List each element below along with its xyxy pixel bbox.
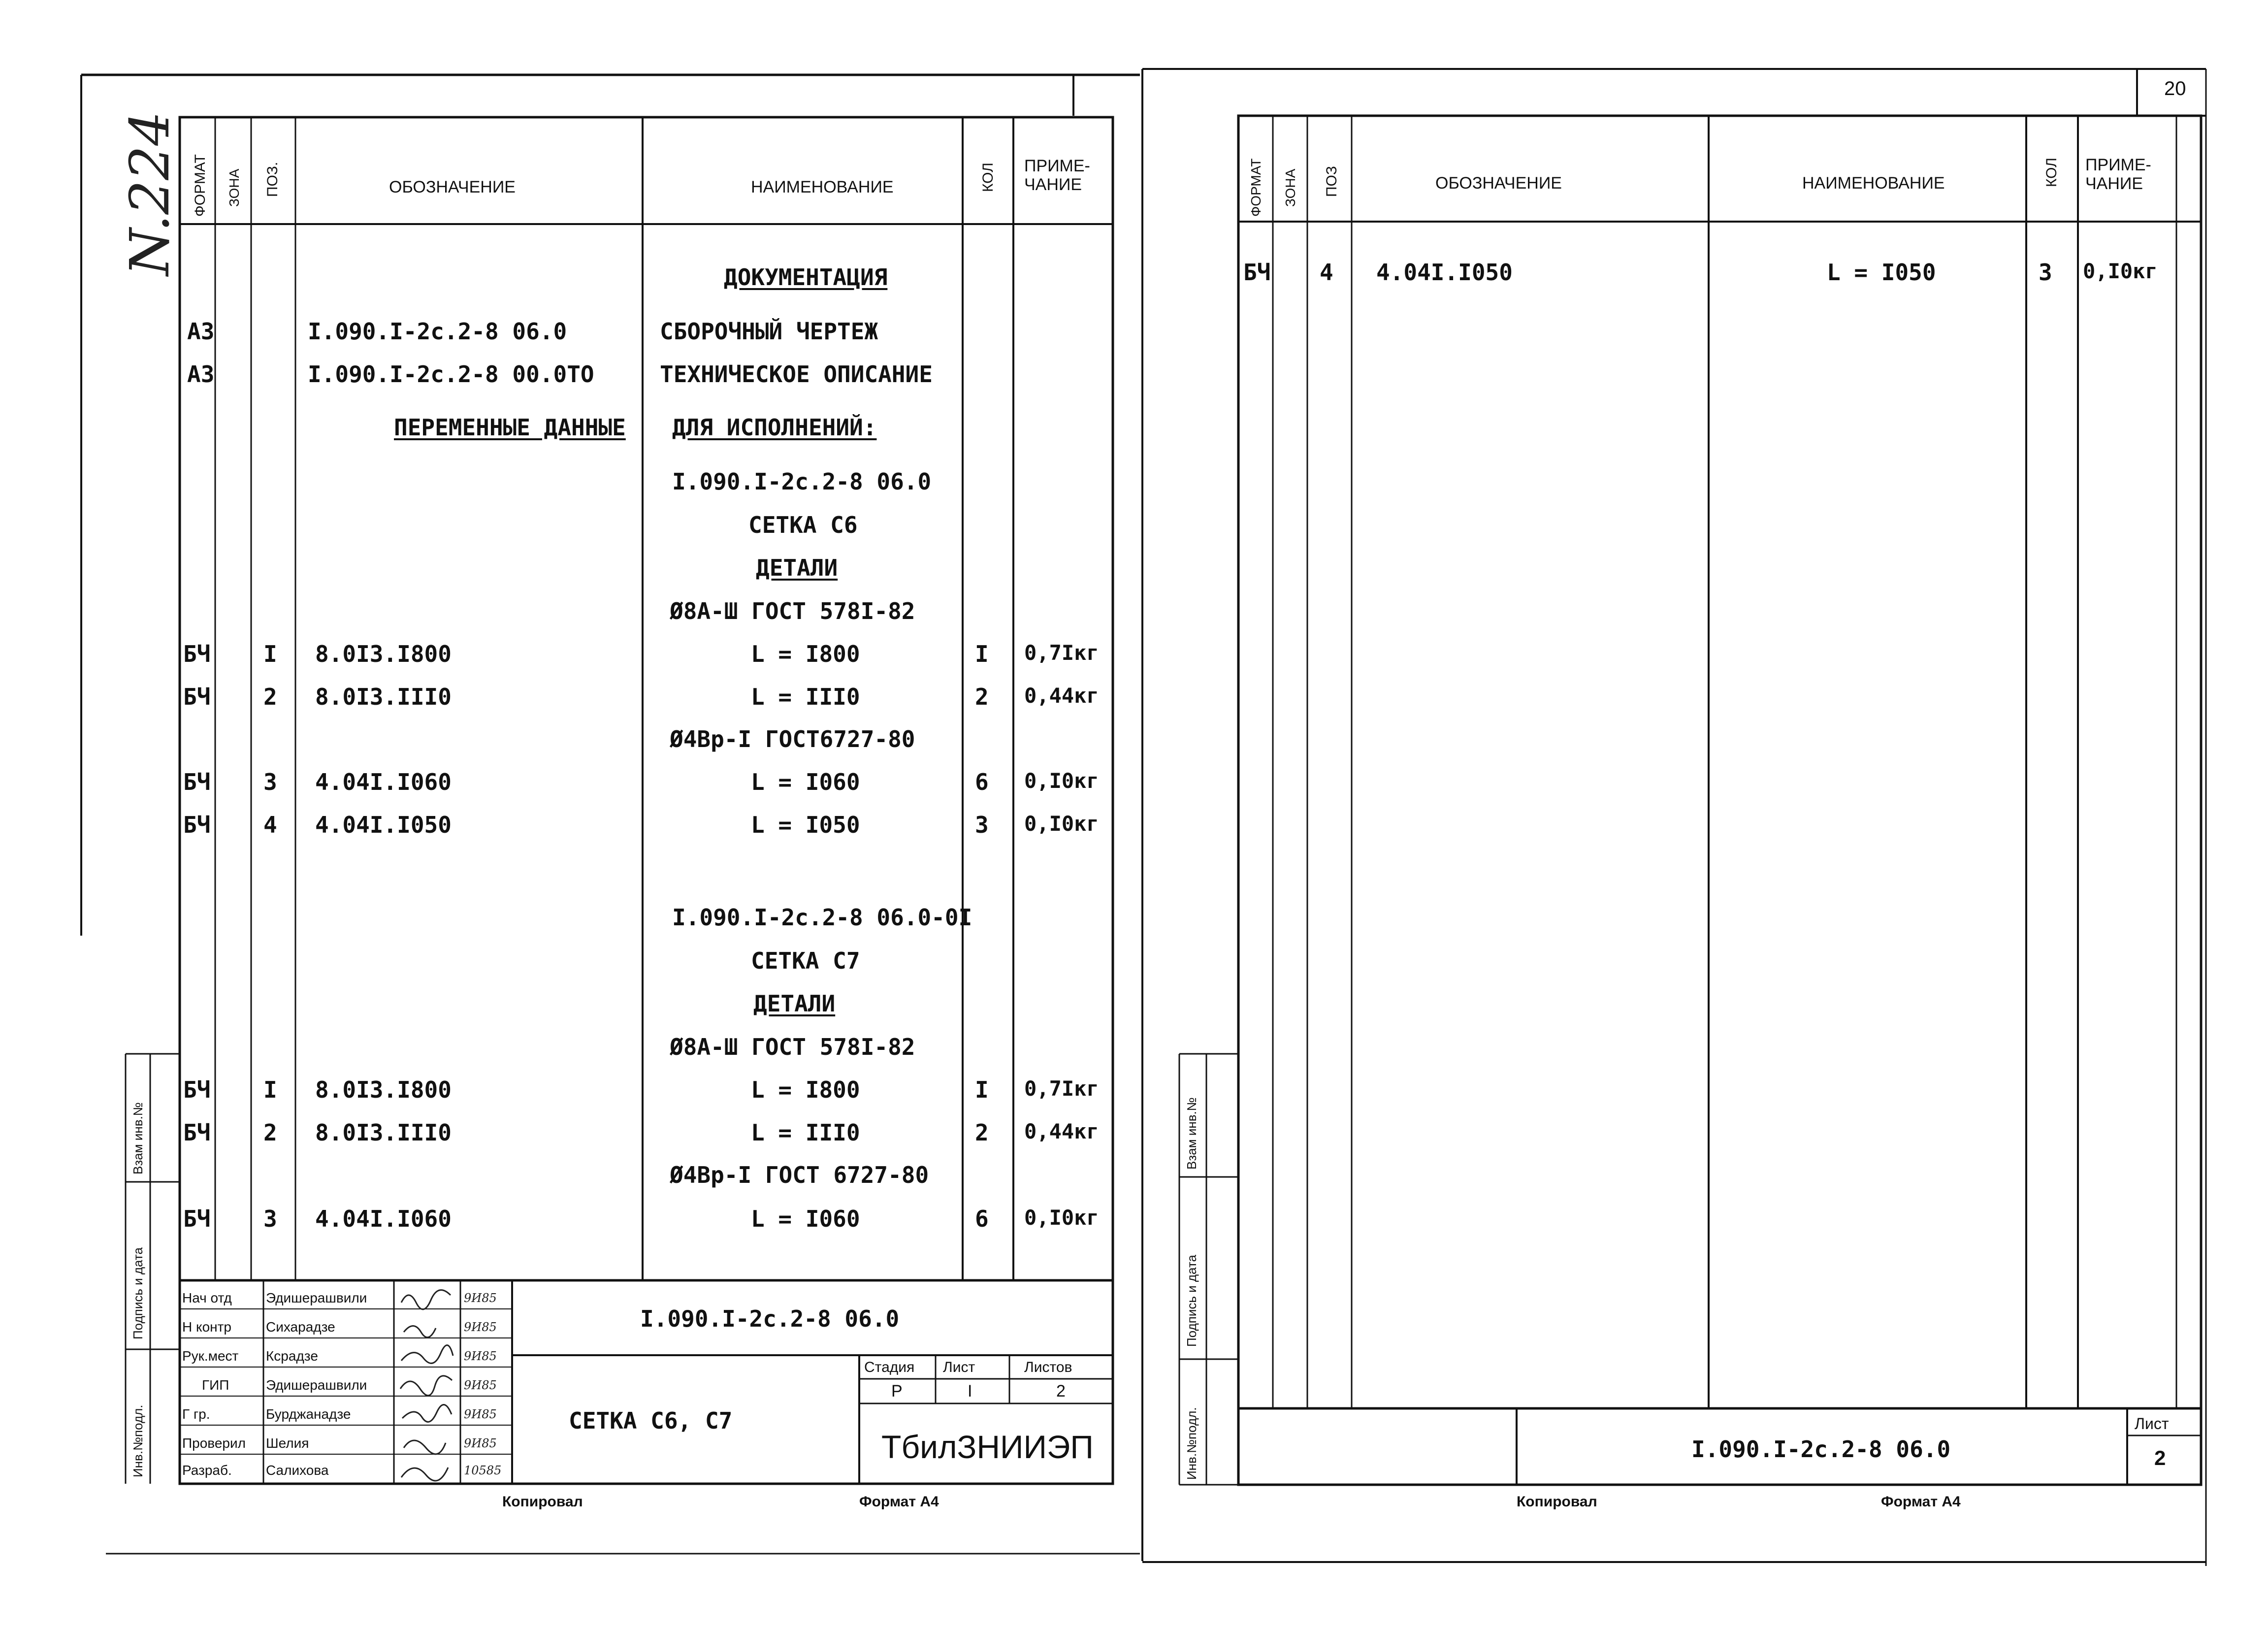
- tb-date: 9И85: [464, 1349, 497, 1363]
- row-format: БЧ: [1243, 259, 1271, 286]
- row-name: L = I060: [751, 769, 860, 795]
- right-header-note-1: ПРИМЕ-: [2085, 156, 2151, 174]
- side-label-inventory: Инв.№подл.: [1184, 1407, 1199, 1480]
- row-designation: 4.04I.I050: [315, 812, 452, 838]
- row-note: 0,I0кг: [1024, 812, 1099, 836]
- row-pos: 2: [263, 684, 277, 710]
- row-name: L = I050: [1827, 259, 1936, 286]
- row-note: 0,44кг: [1024, 1119, 1099, 1143]
- group2-item: СЕТКА С7: [751, 947, 860, 974]
- row-name: СБОРОЧНЫЙ ЧЕРТЕЖ: [660, 318, 878, 345]
- group2-code: I.090.I-2c.2-8 06.0-0I: [672, 904, 972, 931]
- row-note: 0,I0кг: [1024, 1205, 1099, 1230]
- page-number: 20: [2164, 78, 2186, 99]
- tb-sheet: I: [968, 1382, 972, 1401]
- left-header-zone: ЗОНА: [227, 168, 242, 207]
- row-note: 0,7Iкг: [1024, 1076, 1099, 1101]
- group1-spec-2: Ø4Вр-I ГОСТ6727-80: [670, 726, 915, 752]
- row-format: А3: [187, 318, 215, 345]
- footer-copied: Копировал: [1517, 1494, 1597, 1510]
- row-note: 0,I0кг: [2083, 259, 2158, 283]
- tb-sheets: 2: [1056, 1382, 1066, 1401]
- row-name: L = I800: [751, 641, 860, 667]
- side-label-replacement: Взам инв.№: [1184, 1097, 1199, 1170]
- row-pos: 3: [263, 769, 277, 795]
- group1-details: ДЕТАЛИ: [756, 554, 838, 581]
- row-name: L = III0: [751, 684, 860, 710]
- row-designation: 4.04I.I050: [1376, 259, 1513, 286]
- row-qty: 2: [975, 1119, 989, 1146]
- row-format: БЧ: [183, 1076, 211, 1103]
- right-header-name: НАИМЕНОВАНИЕ: [1802, 174, 1945, 193]
- row-format: БЧ: [183, 1119, 211, 1146]
- tb-date: 9И85: [464, 1291, 497, 1305]
- tb-title: СЕТКА С6, С7: [569, 1407, 733, 1434]
- row-pos: 4: [1320, 259, 1333, 286]
- row-pos: I: [263, 641, 277, 667]
- side-label-signature-date: Подпись и дата: [130, 1247, 145, 1339]
- right-sheet-number: 2: [2154, 1446, 2166, 1469]
- tb-role: ГИП: [202, 1377, 229, 1393]
- group1-spec-1: Ø8А-Ш ГОСТ 578I-82: [670, 598, 915, 624]
- signature-scribbles: [396, 1283, 458, 1482]
- left-header-designation: ОБОЗНАЧЕНИЕ: [389, 178, 516, 196]
- tb-role: Нач отд: [182, 1290, 232, 1305]
- right-header-designation: ОБОЗНАЧЕНИЕ: [1435, 174, 1562, 193]
- row-designation: 8.0I3.III0: [315, 684, 452, 710]
- row-format: БЧ: [183, 1205, 211, 1232]
- row-designation: I.090.I-2c.2-8 00.0ТО: [308, 361, 594, 388]
- left-header-note-1: ПРИМЕ-: [1024, 157, 1090, 175]
- tb-role: Н контр: [182, 1319, 231, 1335]
- row-designation: I.090.I-2c.2-8 06.0: [308, 318, 567, 345]
- row-pos: 3: [263, 1205, 277, 1232]
- right-header-qty: КОЛ: [2043, 158, 2060, 187]
- row-designation: 8.0I3.III0: [315, 1119, 452, 1146]
- right-sheet-label: Лист: [2135, 1415, 2169, 1433]
- tb-stage: Р: [891, 1382, 903, 1401]
- row-name: L = III0: [751, 1119, 860, 1146]
- tb-date: 9И85: [464, 1436, 497, 1450]
- row-qty: 3: [975, 812, 989, 838]
- tb-date: 9И85: [464, 1320, 497, 1334]
- side-label-replacement: Взам инв.№: [130, 1102, 145, 1174]
- tb-name: Сихарадзе: [266, 1319, 335, 1335]
- tb-organization: ТбилЗНИИЭП: [881, 1429, 1094, 1465]
- left-header-note-2: ЧАНИЕ: [1024, 175, 1082, 194]
- footer-format: Формат А4: [859, 1494, 939, 1510]
- row-qty: 2: [975, 684, 989, 710]
- group2-details: ДЕТАЛИ: [753, 990, 836, 1017]
- footer-copied: Копировал: [502, 1494, 583, 1510]
- left-header-qty: КОЛ: [980, 163, 996, 192]
- row-name: L = I060: [751, 1205, 860, 1232]
- row-qty: 3: [2039, 259, 2052, 286]
- tb-name: Эдишерашвили: [266, 1377, 367, 1393]
- right-header-zone: ЗОНА: [1283, 168, 1298, 207]
- tb-name: Салихова: [266, 1463, 329, 1478]
- row-name: L = I050: [751, 812, 860, 838]
- row-qty: I: [975, 1076, 989, 1103]
- tb-role: Проверил: [182, 1435, 246, 1451]
- tb-date: 10585: [464, 1464, 502, 1477]
- tb-sheets-label: Листов: [1024, 1359, 1072, 1375]
- tb-role: Г гр.: [182, 1406, 210, 1422]
- side-label-signature-date: Подпись и дата: [1184, 1254, 1199, 1347]
- row-name: L = I800: [751, 1076, 860, 1103]
- row-note: 0,7Iкг: [1024, 641, 1099, 665]
- group1-item: СЕТКА С6: [748, 512, 858, 538]
- section-documentation: ДОКУМЕНТАЦИЯ: [724, 264, 888, 291]
- row-designation: 4.04I.I060: [315, 769, 452, 795]
- tb-name: Эдишерашвили: [266, 1290, 367, 1305]
- tb-role: Рук.мест: [182, 1348, 239, 1364]
- tb-name: Шелия: [266, 1435, 309, 1451]
- tb-date: 9И85: [464, 1378, 497, 1392]
- tb-stage-label: Стадия: [864, 1359, 915, 1375]
- tb-role: Разраб.: [182, 1463, 232, 1478]
- tb-sheet-label: Лист: [943, 1359, 975, 1375]
- row-designation: 4.04I.I060: [315, 1205, 452, 1232]
- right-header-format: ФОРМАТ: [1248, 158, 1264, 217]
- left-header-name: НАИМЕНОВАНИЕ: [751, 178, 894, 196]
- row-pos: 2: [263, 1119, 277, 1146]
- left-header-format: ФОРМАТ: [192, 154, 208, 217]
- handwritten-archive-mark: N.224: [118, 111, 181, 276]
- right-header-pos: ПОЗ: [1324, 165, 1340, 197]
- variable-data-heading-left: ПЕРЕМЕННЫЕ ДАННЫЕ: [394, 414, 626, 441]
- row-designation: 8.0I3.I800: [315, 641, 452, 667]
- row-note: 0,I0кг: [1024, 769, 1099, 793]
- group2-spec-2: Ø4Вр-I ГОСТ 6727-80: [670, 1162, 929, 1188]
- row-format: БЧ: [183, 812, 211, 838]
- row-name: ТЕХНИЧЕСКОЕ ОПИСАНИЕ: [660, 361, 933, 388]
- side-label-inventory: Инв.№подл.: [130, 1404, 145, 1477]
- left-header-pos: ПОЗ.: [264, 162, 281, 197]
- row-format: БЧ: [183, 684, 211, 710]
- row-qty: 6: [975, 1205, 989, 1232]
- row-format: А3: [187, 361, 215, 388]
- row-pos: 4: [263, 812, 277, 838]
- right-header-note-2: ЧАНИЕ: [2085, 174, 2143, 193]
- group1-code: I.090.I-2c.2-8 06.0: [672, 468, 932, 495]
- row-qty: I: [975, 641, 989, 667]
- tb-name: Ксрадзе: [266, 1348, 318, 1364]
- tb-doc-code: I.090.I-2c.2-8 06.0: [640, 1305, 900, 1332]
- variable-data-heading-right: ДЛЯ ИСПОЛНЕНИЙ:: [672, 414, 877, 441]
- tb-name: Бурджанадзе: [266, 1406, 351, 1422]
- row-note: 0,44кг: [1024, 684, 1099, 708]
- row-format: БЧ: [183, 769, 211, 795]
- footer-format: Формат А4: [1881, 1494, 1961, 1510]
- row-qty: 6: [975, 769, 989, 795]
- group2-spec-1: Ø8А-Ш ГОСТ 578I-82: [670, 1034, 915, 1060]
- row-designation: 8.0I3.I800: [315, 1076, 452, 1103]
- row-format: БЧ: [183, 641, 211, 667]
- row-pos: I: [263, 1076, 277, 1103]
- tb-date: 9И85: [464, 1407, 497, 1421]
- right-doc-code: I.090.I-2c.2-8 06.0: [1691, 1436, 1951, 1463]
